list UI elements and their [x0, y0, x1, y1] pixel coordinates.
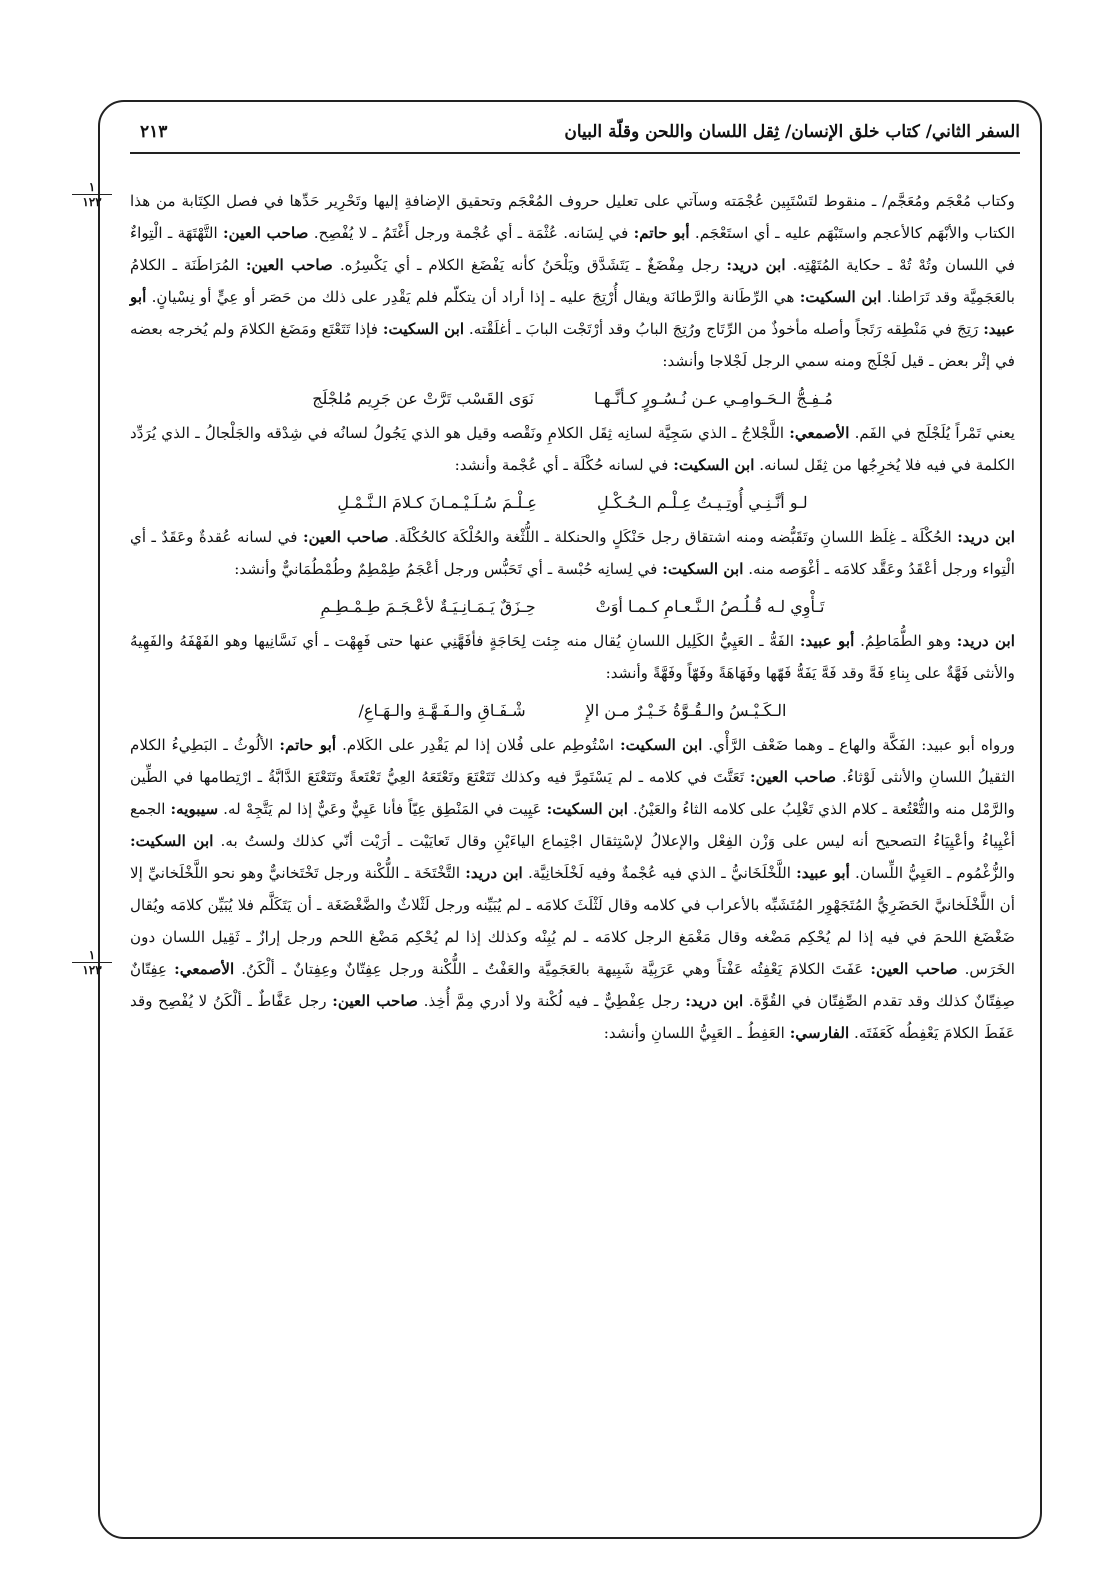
- verse-line: [130, 487, 1015, 519]
- text-run: اللَّخْلَخَانيُّ ـ الذي فيه عُجْمةٌ وفيه لَخْلَخانِيَّة.: [522, 864, 797, 882]
- running-header: [130, 122, 1020, 154]
- source-attribution: ابن دريد:: [957, 528, 1015, 546]
- hemistich-first: تَـأْوِي لـه قُـلُـصُ الـنَّـعـامِ كـمـا أوَتْ: [595, 597, 825, 616]
- text-run: هي الرِّطَانة والرَّطانَة ويقال أُرْتِجَ عليه ـ إذا أراد أن يتكلّم فلم يَقْدِر على ذلك من حَصَر أو عِيٍّ أو نِسْيانٍ.: [146, 288, 800, 306]
- source-attribution: صاحب العين:: [870, 960, 958, 978]
- text-run: رجل مِفْضَغٌ ـ يَتَشَدَّق ويَلْحَنُ كأنه يَفْضَغ الكلام ـ أي يَكْسِرُه.: [332, 256, 727, 274]
- text-run: الحُكْلَة ـ غِلَظ اللسانِ وتَقَبُّضه ومنه اشتقاق رجل حَنْكَلٍ والحنكلة ـ اللُّثْغة والحُلْكَة كالحُكْلَة.: [388, 528, 958, 546]
- page-number: ٢١٣: [140, 122, 168, 142]
- source-attribution: أبو عبيد:: [130, 288, 1015, 338]
- text-run: عِفِتّانٌ صِفِتّانٌ كذلك وقد تقدم الصِّفِتّان في القُوَّة.: [130, 960, 1015, 1010]
- margin-reference: [72, 948, 112, 977]
- text-run: الجمع أغْيِياءُ وأعْيِيَاءُ التصحيح أنه ليس على وَزْن الفِعْل والإعلالُ لإسْتِثقال اجْتِماع الياءَيْنِ وقال تَعايَيْت ـ أرَيْت أنّي كذلك ولستُ به.: [130, 800, 1015, 850]
- source-attribution: ابن السكيت:: [662, 560, 744, 578]
- text-run: وهو الطُّمَاطِمُ.: [854, 632, 957, 650]
- text-run: يعني تَمْراً يُلَجْلَج في الفَم.: [849, 424, 1015, 442]
- source-attribution: أبو عبيد:: [799, 632, 855, 650]
- text-run: في لِسانِه حُبْسة ـ أي تَحَبُّس ورجل أعْجَمُ طِمْطِمٌ وطُمْطُمَانيٌّ وأنشد:: [234, 560, 663, 578]
- running-title: السفر الثاني/ كتاب خلق الإنسان/ ثِقل اللسان واللحن وقلّة البيان: [564, 122, 1020, 142]
- verse-line: [130, 591, 1015, 623]
- source-attribution: صاحب العين:: [223, 224, 309, 242]
- source-attribution: أبو حاتم:: [633, 224, 690, 242]
- margin-ref-folio: ١٢٣: [72, 962, 112, 977]
- margin-ref-volume: ١: [88, 948, 96, 962]
- source-attribution: ابن السكيت:: [546, 800, 628, 818]
- text-run: رجل عَفَّاطٌ ـ ألْكَنُ لا يُفْصِح وقد عَفَطَ الكلامَ يَعْفِطُه كَعَفَتَه.: [130, 992, 1015, 1042]
- margin-reference: [72, 180, 112, 209]
- paragraph: [130, 185, 1015, 377]
- source-attribution: صاحب العين:: [750, 768, 837, 786]
- text-run: في لسانه حُكْلَة ـ أي عُجْمة وأنشد:: [454, 456, 674, 474]
- text-run: فإذا تَتَعْتَع ومَضَغ الكلامَ ولم يُخرجه بعضه في إثْر بعض ـ قيل لَجْلَج ومنه سمي الرجل لَجْلاجا وأنشد:: [130, 320, 1015, 370]
- text-run: في لِسَانه. عُثْمَة ـ أي عُجْمة ورجل أَغْتَمُ ـ لا يُفْصِح.: [308, 224, 634, 242]
- hemistich-second: عِـلْـمَ سُـلَـيْـمـانَ كـلامَ الـنَّـمْـلِ: [337, 493, 537, 512]
- text-run: التَّخْتَخَة ـ اللُّكْنة ورجل تَخْتَخانيٌّ وهو نحو اللَّخْلَخانيِّ إلا أن اللَّخْلَخانيَّ الحَضَرِيُّ المُتَجَهْوِر المُتَشَبِّه بالأعراب في كلامه وقال لَثْلَثَ كلامَه ـ لم يُبَيِّنه ورجل لَثْلاثٌ والضَّغْضَغَة ـ أن يَتَكَلَّم فلا يُبَيِّن كلامَه ويُقال ضَغْضَغ اللحمَ في فيه إذا لم يُحْكِم مَضْغه وقال مَغْمَغ الرجل كلامَه ـ لم يُبِنْه وكذلك إذا لم يُحْكِم مَضْغ اللحم ورجل إرازٌ ـ ثَقِيل اللسان دون الخَرَس.: [130, 864, 1015, 978]
- source-attribution: الأصمعي:: [789, 424, 850, 442]
- text-run: الألُوثُ ـ البَطِيءُ الكلام الثقيلُ اللسانِ والأنثى لَوْثاءُ.: [130, 736, 1016, 786]
- header-rule: [130, 152, 1020, 154]
- source-attribution: الفارسي:: [789, 1024, 850, 1042]
- paragraph: [130, 625, 1015, 689]
- text-run: رَتِجَ في مَنْطِقه رَتَجاً وأصله مأخوذٌ من الرِّتَاج ورُتِجَ البابُ وقد أرْتَجْت البابَ ـ أغلَقْته.: [464, 320, 984, 338]
- source-attribution: ابن السكيت:: [130, 832, 214, 850]
- source-attribution: الأصمعي:: [174, 960, 235, 978]
- source-attribution: ابن دريد:: [465, 864, 523, 882]
- text-run: التَّهْتَهَة ـ الْتِواءٌ في اللسان وتُهْ تُهْ ـ حكاية المُتَهْتِه.: [130, 224, 1015, 274]
- text-run: اللَّجْلاجُ ـ الذي سَجِيَّة لسانِه ثِقَل الكلامِ ونَقْصه وقيل هو الذي يَجُولُ لسانُه في شِدْقه والجَلْجالُ ـ الذي يُرَدِّد الكلمة في فيه فلا يُخرِجُها من ثِقَل لسانه.: [130, 424, 1015, 474]
- verse-line: [130, 383, 1015, 415]
- source-attribution: سيبويه:: [170, 800, 219, 818]
- main-text: [130, 185, 1015, 1049]
- text-run: عَفَتَ الكلامَ يَعْفِتُه عَفْتاً وهي عَرَبِيَّة شَبِيهة بالعَجَمِيَّة والعَفْتُ ـ اللُّكْنة ورجل عِفِتّانٌ وعِفِتانٌ ـ ألْكَنُ.: [234, 960, 871, 978]
- text-run: اسْتُوطِم على فُلان إذا لم يَقْدِر على الكَلام.: [336, 736, 620, 754]
- margin-ref-volume: ١: [88, 180, 96, 194]
- source-attribution: ابن السكيت:: [673, 456, 755, 474]
- hemistich-first: لـو أنَّـنِـي أُوتِـيـتُ عِـلْـم الـحُـكْـلِ: [596, 493, 808, 512]
- text-run: تَعَتَّتَ في كلامه ـ لم يَسْتَمِرَّ فيه وكذلك تَتَعْتَعَ وتَعْتَعَهُ العِيُّ تَعْتَعةً وتَتَعْتَعَ الدَّابَّةُ ـ ارْتِطامها في الطِّين والرَّمْل منه والتُّعْتُعة ـ كلام الذي تَغْلِبُ على كلامه الثاءُ والعَيْنُ.: [130, 768, 1015, 818]
- hemistich-second: شْـفَـاقِ والـفَـهَّـةِ والـهَـاعِ/: [358, 701, 526, 720]
- source-attribution: ابن السكيت:: [382, 320, 465, 338]
- source-attribution: ابن دريد:: [956, 632, 1015, 650]
- source-attribution: ابن دريد:: [726, 256, 786, 274]
- paragraph: [130, 417, 1015, 481]
- text-run: المُرَاطَنَة ـ الكلامُ بالعَجَمِيَّة وقد تَرَاطنا.: [130, 256, 1016, 306]
- hemistich-first: مُـفِـجُّ الـحَـوامِـي عـن نُـسُـورٍ كـأنَّـهـا: [593, 389, 833, 408]
- margin-ref-folio: ١٢٢: [72, 194, 112, 209]
- text-run: رجل عِفْطِيٌّ ـ فيه لُكْنة ولا أدري مِمَّ أُخِذ.: [418, 992, 686, 1010]
- text-run: ورواه أبو عبيد: الفَكَّة والهاع ـ وهما ضَعْف الرَّأْي.: [702, 736, 1016, 754]
- source-attribution: صاحب العين:: [302, 528, 389, 546]
- source-attribution: أبو عبيد:: [796, 864, 850, 882]
- hemistich-first: الـكَـيْـسُ والـقُـوَّةُ خَـيْـرٌ مـن الإِ: [585, 701, 787, 720]
- hemistich-second: نَوَى القَسْب تَرَّتْ عن جَرِيم مُلجْلَج: [312, 389, 534, 408]
- text-run: العَفِطُ ـ العَيِيُّ اللسانِ وأنشد:: [603, 1024, 790, 1042]
- source-attribution: صاحب العين:: [245, 256, 333, 274]
- text-run: وكتاب مُعْجَم ومُعَجَّم/ ـ منقوط لتَسْتَبِين عُجْمَته وسآتي على تعليل حروف المُعْجَم وتحقيق الإضافةِ إليها وتَحْرِير حَدِّها في فصل الكِتَابة من هذا الكتاب والأبْهَم كالأعجم واستَبْهَم عليه ـ أي استَعْجَم.: [130, 192, 1015, 242]
- source-attribution: ابن السكيت:: [799, 288, 882, 306]
- paragraph: [130, 729, 1015, 1049]
- source-attribution: ابن دريد:: [685, 992, 744, 1010]
- hemistich-second: حِـزَقٌ يَـمَـانِـيَـةٌ لأعْـجَـمَ طِـمْـطِـمِ: [320, 597, 536, 616]
- text-run: عَيِيت في المَنْطِق عِيّاً فأنا عَيِيٌّ وعَيٌّ إذا لم يَتَّجِهْ له.: [218, 800, 547, 818]
- verse-line: [130, 695, 1015, 727]
- source-attribution: صاحب العين:: [332, 992, 419, 1010]
- text-run: والزُّغْمُوم ـ العَيِيُّ اللِّسان.: [849, 864, 1015, 882]
- source-attribution: ابن السكيت:: [619, 736, 703, 754]
- paragraph: [130, 521, 1015, 585]
- text-run: في لسانه عُقدةٌ وعَقَدٌ ـ أي الْتِواء ورجل أعْقَدُ وعَقَّد كلامَه ـ أغْوَصه منه.: [130, 528, 1015, 578]
- source-attribution: أبو حاتم:: [279, 736, 337, 754]
- text-run: الفَهُّ ـ العَيِيُّ الكَلِيل اللسانِ يُقال منه جِئت لِحَاجَةٍ فأفَهَّنِي عنها حتى فَهِهْت ـ أي نَسَّانِيها وهو الفَهْفَهُ والفَهِيهُ والأنثى فَهَّةٌ على بِناءِ فَهَّ وقد فَهَّ يَفَهُّ فَهّها وفَهَاهَةً وفَهّاً وفَهَّةً وأنشد:: [130, 632, 1015, 682]
